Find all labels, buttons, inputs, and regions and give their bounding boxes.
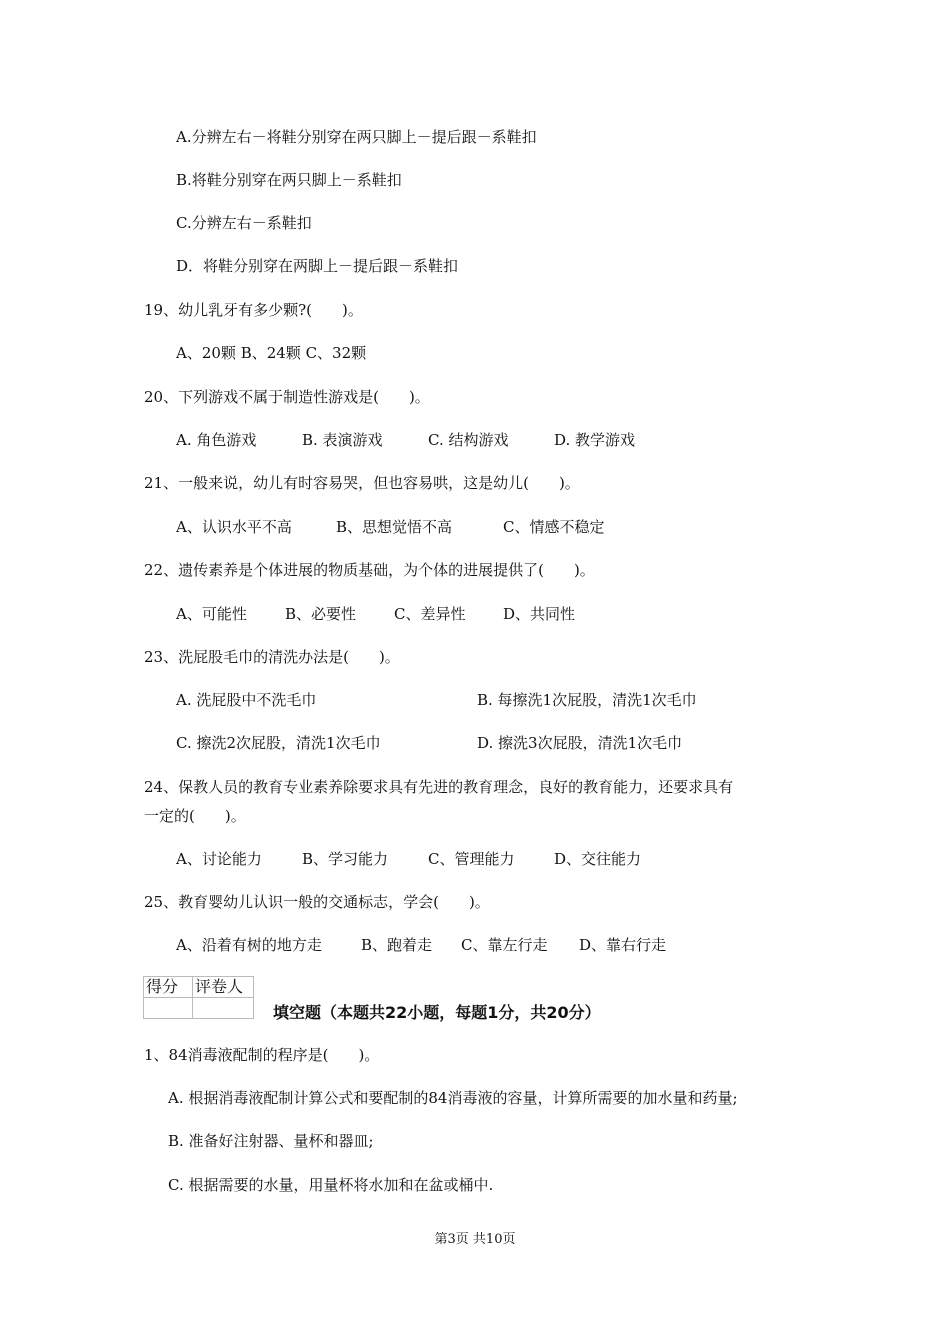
q24-stem-line1: 24、保教人员的教育专业素养除要求具有先进的教育理念，良好的教育能力，还要求具有 [144, 778, 734, 796]
q22-stem: 22、遗传素养是个体进展的物质基础，为个体的进展提供了( )。 [144, 561, 595, 579]
q21-stem: 21、一般来说，幼儿有时容易哭，但也容易哄，这是幼儿( )。 [144, 474, 580, 492]
f1-stem: 1、84消毒液配制的程序是( )。 [144, 1046, 380, 1064]
q20-option-a: A. 角色游戏 [176, 431, 257, 449]
q25-option-d: D、靠右行走 [579, 936, 667, 954]
q23-option-b: B. 每擦洗1次屁股，清洗1次毛巾 [477, 691, 697, 709]
f1-option-b: B. 准备好注射器、量杯和器皿; [168, 1132, 374, 1150]
q22-option-d: D、共同性 [503, 605, 576, 623]
q21-option-a: A、认识水平不高 [176, 518, 292, 536]
q18-option-a: A.分辨左右－将鞋分别穿在两只脚上－提后跟－系鞋扣 [176, 128, 537, 146]
q18-option-b: B.将鞋分别穿在两只脚上－系鞋扣 [176, 171, 402, 189]
q20-option-b: B. 表演游戏 [302, 431, 383, 449]
q25-option-b: B、跑着走 [361, 936, 433, 954]
q22-option-a: A、可能性 [176, 605, 247, 623]
q23-option-a: A. 洗屁股中不洗毛巾 [176, 691, 317, 709]
q19-stem: 19、幼儿乳牙有多少颗?( )。 [144, 301, 363, 319]
q20-option-c: C. 结构游戏 [428, 431, 509, 449]
score-table [143, 976, 254, 1019]
q20-stem: 20、下列游戏不属于制造性游戏是( )。 [144, 388, 430, 406]
q18-option-c: C.分辨左右－系鞋扣 [176, 214, 312, 232]
q24-option-a: A、讨论能力 [176, 850, 262, 868]
q25-stem: 25、教育婴幼儿认识一般的交通标志，学会( )。 [144, 893, 490, 911]
q21-option-b: B、思想觉悟不高 [336, 518, 453, 536]
q18-option-d: D．将鞋分别穿在两脚上－提后跟－系鞋扣 [176, 257, 459, 275]
q22-option-c: C、差异性 [394, 605, 466, 623]
q25-option-c: C、靠左行走 [461, 936, 548, 954]
q24-option-d: D、交往能力 [554, 850, 642, 868]
f1-option-c: C. 根据需要的水量，用量杯将水加和在盆或桶中. [168, 1176, 494, 1194]
q25-option-a: A、沿着有树的地方走 [176, 936, 322, 954]
q19-options: A、20颗 B、24颗 C、32颗 [176, 344, 367, 362]
q22-option-b: B、必要性 [285, 605, 357, 623]
q20-option-d: D. 教学游戏 [554, 431, 636, 449]
q24-option-b: B、学习能力 [302, 850, 389, 868]
score-header: 得分 [144, 977, 193, 998]
f1-option-a: A. 根据消毒液配制计算公式和要配制的84消毒液的容量，计算所需要的加水量和药量; [168, 1089, 738, 1107]
q21-option-c: C、情感不稳定 [503, 518, 605, 536]
q24-stem-line2: 一定的( )。 [144, 807, 246, 825]
page-footer: 第3页 共10页 [434, 1232, 516, 1247]
score-cell [144, 998, 193, 1019]
section-title: 填空题（本题共22小题，每题1分，共20分） [273, 1003, 601, 1022]
grader-cell [193, 998, 254, 1019]
q23-stem: 23、洗屁股毛巾的清洗办法是( )。 [144, 648, 400, 666]
q24-option-c: C、管理能力 [428, 850, 515, 868]
grader-header: 评卷人 [193, 977, 254, 998]
q23-option-c: C. 擦洗2次屁股，清洗1次毛巾 [176, 734, 381, 752]
q23-option-d: D. 擦洗3次屁股，清洗1次毛巾 [477, 734, 683, 752]
